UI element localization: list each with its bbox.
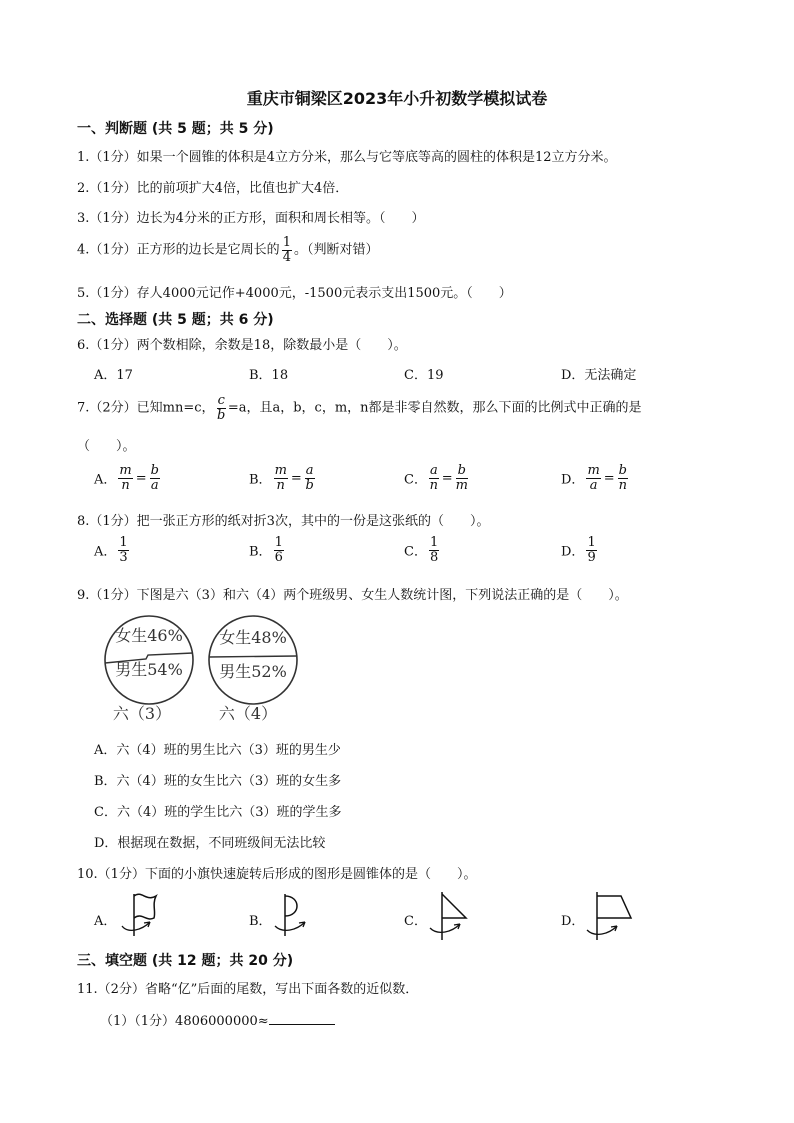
question-11-part-1 xyxy=(100,1010,335,1029)
q9-option-a[interactable]: A．六（4）班的男生比六（3）班的男生少 xyxy=(94,743,341,758)
q6-option-d[interactable]: D．无法确定 xyxy=(561,368,637,383)
question-8: 8.（1分）把一张正方形的纸对折3次，其中的一份是这张纸的（ ）。 xyxy=(77,514,490,529)
q7-option-a-label: A． xyxy=(94,472,117,488)
frac-den: a xyxy=(150,477,159,493)
question-11-part-1-text: （1）（1分）4806000000≈ xyxy=(100,1014,269,1029)
question-4-fraction: $\frac{1}{4}$ xyxy=(282,235,291,265)
q7-option-c-label: C． xyxy=(404,472,427,488)
q10-option-a[interactable] xyxy=(94,910,116,929)
frac-den: a xyxy=(589,477,598,493)
q9-option-d[interactable]: D．根据现在数据，不同班级间无法比较 xyxy=(94,836,326,851)
frac-num: m xyxy=(274,463,287,478)
section-heading-judgment: 一、判断题 (共 5 题；共 5 分) xyxy=(77,121,274,137)
frac-num: 1 xyxy=(119,535,128,550)
q8-option-b-label: B． xyxy=(249,544,272,560)
q10-option-a-label: A． xyxy=(94,914,117,929)
question-11: 11.（2分）省略“亿”后面的尾数，写出下面各数的近似数． xyxy=(77,982,419,997)
pie2-top-label: 女生48% xyxy=(219,628,287,647)
q7-option-a[interactable]: A． $\frac{m}{n}$ = $\frac{b}{a}$ xyxy=(94,463,159,493)
q8-option-d-label: D． xyxy=(561,544,585,560)
question-2: 2.（1分）比的前项扩大4倍，比值也扩大4倍． xyxy=(77,181,349,196)
q9-option-c[interactable]: C．六（4）班的学生比六（3）班的学生多 xyxy=(94,805,342,820)
frac-den: n xyxy=(276,477,285,493)
q8-option-a-label: A． xyxy=(94,544,117,560)
q8-option-d[interactable] xyxy=(561,536,599,564)
q8-option-a[interactable] xyxy=(94,536,131,564)
pie2-bottom-label: 男生52% xyxy=(219,662,287,681)
flag-trapezoid-icon xyxy=(585,890,637,942)
pie-chart-class-3 xyxy=(105,616,193,723)
q7-option-d-label: D． xyxy=(561,472,585,488)
q10-option-c[interactable] xyxy=(404,910,427,929)
question-7-fraction: $\frac{c}{b}$ xyxy=(217,393,226,423)
q7-option-d[interactable]: D． $\frac{m}{a}$ = $\frac{b}{n}$ xyxy=(561,463,628,493)
q10-option-d[interactable] xyxy=(561,910,584,929)
frac-num: m xyxy=(119,463,132,478)
frac-num: 1 xyxy=(274,535,283,550)
pie-divider xyxy=(209,656,297,657)
q6-option-c[interactable]: C．19 xyxy=(404,368,444,383)
frac-den: 9 xyxy=(587,549,596,565)
pie2-caption: 六（4） xyxy=(218,704,278,723)
q10-option-b-label: B． xyxy=(249,914,272,929)
frac-den: 3 xyxy=(119,549,128,565)
pie1-caption: 六（3） xyxy=(112,704,172,723)
section-heading-choice: 二、选择题 (共 5 题；共 6 分) xyxy=(77,312,274,328)
flag-triangle-icon xyxy=(426,890,476,942)
q7-option-c[interactable]: C． $\frac{a}{n}$ = $\frac{b}{m}$ xyxy=(404,463,468,493)
frac-num: b xyxy=(457,463,466,478)
page-title: 重庆市铜梁区2023年小升初数学模拟试卷 xyxy=(246,89,548,108)
question-6: 6.（1分）两个数相除，余数是18，除数最小是（ ）。 xyxy=(77,338,407,353)
question-4-suffix: 。（判断对错） xyxy=(293,242,379,258)
q6-option-b[interactable]: B．18 xyxy=(249,368,289,383)
frac-den: n xyxy=(121,477,130,493)
question-5: 5.（1分）存人4000元记作+4000元，-1500元表示支出1500元。（ ） xyxy=(77,286,512,301)
q7-option-b-label: B． xyxy=(249,472,272,488)
question-7-text-cont: =a，且a，b，c，m，n都是非零自然数，那么下面的比例式中正确的是 xyxy=(227,400,642,416)
flag-wavy-icon xyxy=(116,890,166,940)
question-10: 10.（1分）下面的小旗快速旋转后形成的图形是圆锥体的是（ ）。 xyxy=(77,867,477,882)
frac-den: b xyxy=(305,477,314,493)
q10-option-b[interactable] xyxy=(249,910,272,929)
q10-option-c-label: C． xyxy=(404,914,427,929)
frac-num: 1 xyxy=(429,535,439,550)
frac-den: 6 xyxy=(274,549,283,565)
frac-den: 8 xyxy=(429,549,439,565)
frac-num: m xyxy=(587,463,600,478)
class-gender-pie-charts xyxy=(100,615,305,730)
q9-option-b[interactable]: B．六（4）班的女生比六（3）班的女生多 xyxy=(94,774,342,789)
pie1-bottom-label: 男生54% xyxy=(115,660,183,679)
section-heading-fill: 三、填空题 (共 12 题；共 20 分) xyxy=(77,953,294,969)
q8-option-c[interactable] xyxy=(404,536,441,564)
question-9: 9.（1分）下图是六（3）和六（4）两个班级男、女生人数统计图，下列说法正确的是（ ）。 xyxy=(77,588,628,603)
q8-option-b[interactable] xyxy=(249,536,286,564)
question-7 xyxy=(77,394,642,422)
question-4-text: 4.（1分）正方形的边长是它周长的 xyxy=(77,242,280,258)
frac-den: m xyxy=(455,477,468,493)
answer-blank[interactable] xyxy=(269,1012,335,1025)
frac-den: n xyxy=(618,477,628,493)
question-4 xyxy=(77,236,378,264)
question-7-text: 7.（2分）已知mn=c， xyxy=(77,400,215,416)
frac-num: a xyxy=(429,463,438,478)
question-1: 1.（1分）如果一个圆锥的体积是4立方分米，那么与它等底等高的圆柱的体积是12立方分米。 xyxy=(77,150,617,165)
question-7-line2: （ ）。 xyxy=(77,439,136,454)
q10-option-d-label: D． xyxy=(561,914,585,929)
q6-option-a[interactable]: A．17 xyxy=(94,368,133,383)
frac-num: b xyxy=(618,463,627,478)
frac-num: b xyxy=(150,463,159,478)
question-3: 3.（1分）边长为4分米的正方形，面积和周长相等。（ ） xyxy=(77,211,425,226)
pie-chart-class-4 xyxy=(209,616,297,723)
frac-num: 1 xyxy=(587,535,596,550)
flag-semicircle-icon xyxy=(271,890,321,940)
q8-option-c-label: C． xyxy=(404,544,427,560)
frac-den: n xyxy=(429,477,439,493)
frac-num: a xyxy=(305,463,314,478)
q7-option-b[interactable]: B． $\frac{m}{n}$ = $\frac{a}{b}$ xyxy=(249,463,314,493)
pie1-top-label: 女生46% xyxy=(115,626,183,645)
